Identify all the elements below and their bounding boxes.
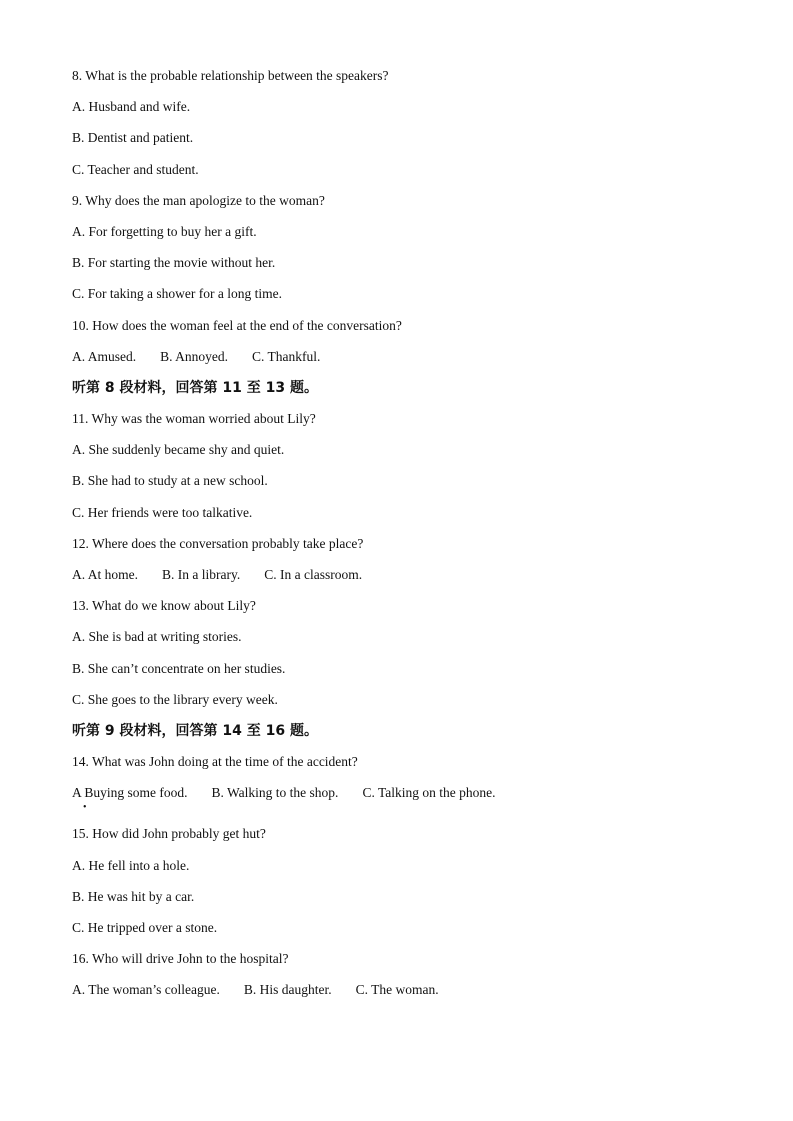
q14-option-a: A Buying some food.	[72, 785, 188, 801]
q10-option-c: C. Thankful.	[252, 348, 321, 364]
question-16: 16. Who will drive John to the hospital?	[72, 951, 289, 967]
q15-option-b: B. He was hit by a car.	[72, 888, 195, 904]
q12-option-a: A. At home.	[72, 567, 138, 582]
section-heading-9: 听第 9 段材料，回答第 14 至 16 题。	[72, 722, 318, 739]
q13-option-b: B. She can’t concentrate on her studies.	[72, 660, 286, 676]
q8-option-c: C. Teacher and student.	[72, 161, 199, 177]
section-heading-8: 听第 8 段材料，回答第 11 至 13 题。	[72, 379, 318, 396]
q15-option-c: C. He tripped over a stone.	[72, 919, 218, 935]
question-12: 12. Where does the conversation probably take place?	[72, 535, 364, 551]
q13-option-c: C. She goes to the library every week.	[72, 691, 278, 707]
q9-option-b: B. For starting the movie without her.	[72, 255, 276, 271]
exam-page	[72, 66, 732, 1011]
q8-option-a: A. Husband and wife.	[72, 99, 191, 115]
stray-dot-mark: •	[83, 802, 87, 814]
question-13: 13. What do we know about Lily?	[72, 598, 256, 614]
q11-option-a: A. She suddenly became shy and quiet.	[72, 442, 285, 458]
q10-option-b: B. Annoyed.	[160, 348, 229, 364]
q11-option-b: B. She had to study at a new school.	[72, 473, 268, 489]
question-11: 11. Why was the woman worried about Lily?	[72, 411, 316, 427]
q10-options	[72, 347, 732, 378]
q11-option-c: C. Her friends were too talkative.	[72, 504, 253, 520]
question-10: 10. How does the woman feel at the end of the conversation?	[72, 317, 402, 333]
q13-option-a: A. She is bad at writing stories.	[72, 629, 242, 645]
q8-option-b: B. Dentist and patient.	[72, 130, 194, 146]
q14-option-c: C. Talking on the phone.	[362, 785, 496, 801]
q9-option-c: C. For taking a shower for a long time.	[72, 286, 282, 302]
q12-options	[72, 565, 732, 596]
question-8: 8. What is the probable relationship between the speakers?	[72, 68, 389, 83]
q16-option-b: B. His daughter.	[243, 982, 332, 998]
q10-option-a: A. Amused.	[72, 348, 137, 364]
q15-option-a: A. He fell into a hole.	[72, 857, 190, 873]
question-9: 9. Why does the man apologize to the woman?	[72, 192, 325, 208]
q16-option-a: A. The woman’s colleague.	[72, 982, 220, 998]
q12-option-c: C. In a classroom.	[264, 567, 363, 582]
q14-option-b: B. Walking to the shop.	[211, 785, 339, 801]
question-14: 14. What was John doing at the time of the accident?	[72, 754, 358, 770]
q16-options	[72, 980, 732, 1011]
q14-options	[72, 783, 732, 824]
question-15: 15. How did John probably get hut?	[72, 826, 266, 842]
q9-option-a: A. For forgetting to buy her a gift.	[72, 223, 257, 239]
q16-option-c: C. The woman.	[355, 982, 439, 998]
q12-option-b: B. In a library.	[162, 567, 241, 582]
